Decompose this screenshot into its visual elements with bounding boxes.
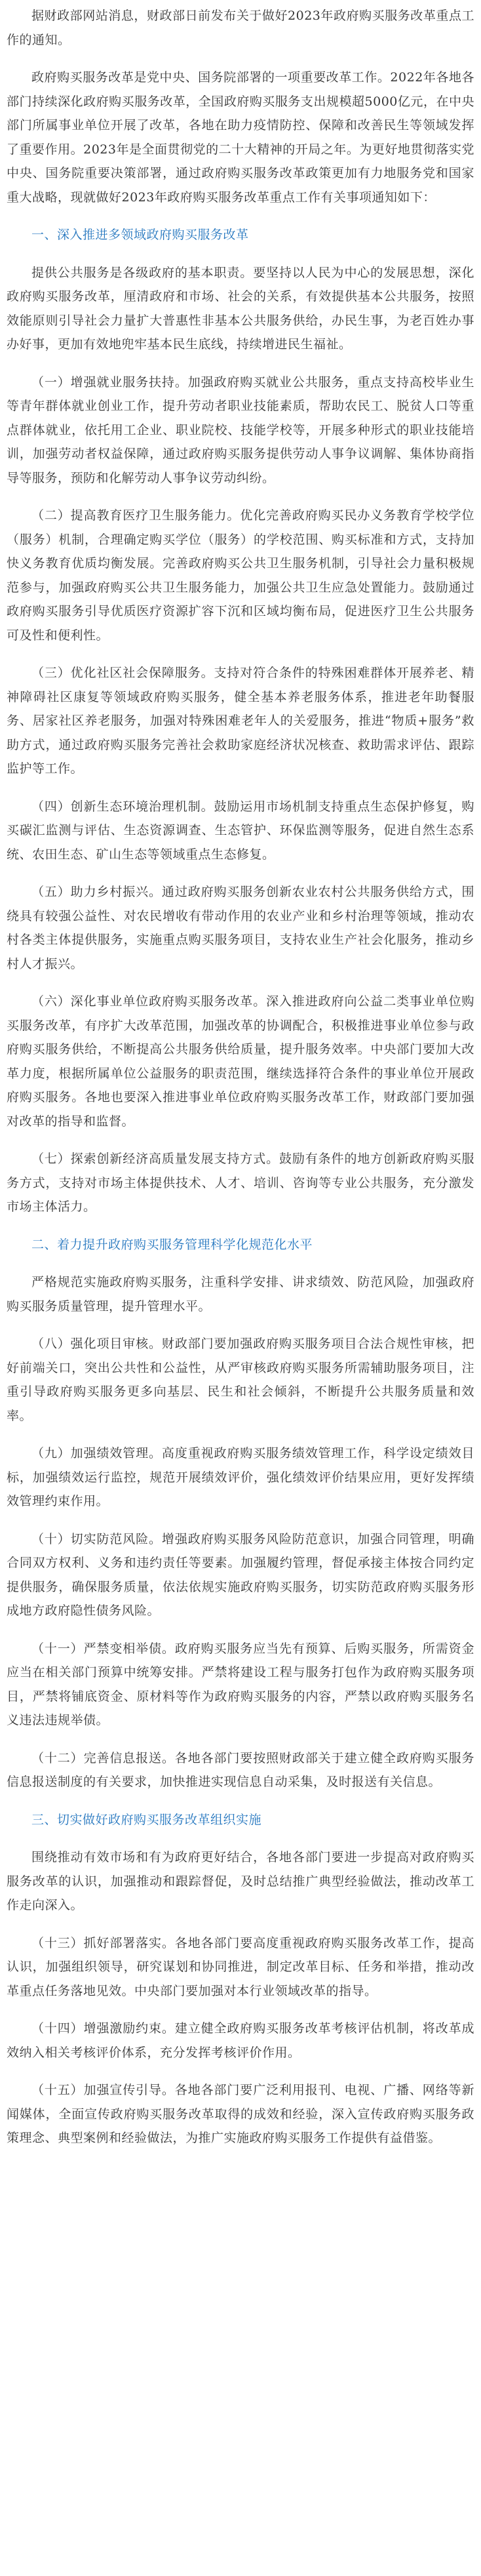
body-paragraph: （五）助力乡村振兴。通过政府购买服务创新农业农村公共服务供给方式，围绕具有较强公益性、对农民增收有带动作用的农业产业和乡村治理等领域，推动农村各类主体提供服务，实施重点购买服务项目，支持农业生产社会化服务，推动乡村人才振兴。: [7, 885, 474, 971]
section-heading: 一、深入推进多领域政府购买服务改革: [31, 228, 249, 242]
section-heading: 二、着力提升政府购买服务管理科学化规范化水平: [31, 1237, 313, 1252]
body-paragraph: （十三）抓好部署落实。各地各部门要高度重视政府购买服务改革工作，提高认识，加强组织领导，研究谋划和协同推进，制定改革目标、任务和举措，推动改革重点任务落地见效。中央部门要加强对本行业领域改革的指导。: [7, 1935, 474, 1998]
body-paragraph: （三）优化社区社会保障服务。支持对符合条件的特殊困难群体开展养老、精神障碍社区康复等领域政府购买服务，健全基本养老服务体系，推进老年助餐服务、居家社区养老服务，加强对特殊困难老年人的关爱服务，推进“物质+服务”救助方式，通过政府购买服务完善社会救助家庭经济状况核查、救助需求评估、跟踪监护等工作。: [7, 666, 474, 776]
body-paragraph: （七）探索创新经济高质量发展支持方式。鼓励有条件的地方创新政府购买服务方式，支持对市场主体提供技术、人才、培训、咨询等专业公共服务，充分激发市场主体活力。: [7, 1152, 474, 1214]
body-paragraph: （十）切实防范风险。增强政府购买服务风险防范意识，加强合同管理，明确合同双方权利、义务和违约责任等要素。加强履约管理，督促承接主体按合同约定提供服务，确保服务质量，依法依规实施政府购买服务，切实防范政府购买服务形成地方政府隐性债务风险。: [7, 1531, 474, 1618]
intro-paragraph: 据财政部网站消息，财政部日前发布关于做好2023年政府购买服务改革重点工作的通知。: [7, 9, 474, 47]
body-paragraph: （十一）严禁变相举债。政府购买服务应当先有预算、后购买服务，所需资金应当在相关部门预算中统筹安排。严禁将建设工程与服务打包作为政府购买服务项目，严禁将铺底资金、原材料等作为政府购买服务的内容，严禁以政府购买服务名义违法违规举债。: [7, 1641, 474, 1727]
body-paragraph: 严格规范实施政府购买服务，注重科学安排、讲求绩效、防范风险，加强政府购买服务质量管理，提升管理水平。: [7, 1275, 474, 1314]
body-paragraph: （十四）增强激励约束。建立健全政府购买服务改革考核评估机制，将改革成效纳入相关考核评价体系，充分发挥考核评价作用。: [7, 2021, 474, 2060]
body-paragraph: （一）增强就业服务扶持。加强政府购买就业公共服务，重点支持高校毕业生等青年群体就业创业工作，提升劳动者职业技能素质，帮助农民工、脱贫人口等重点群体就业，依托用工企业、职业院校、技能学校等，开展多种形式的职业技能培训，加强劳动者权益保障，通过政府购买服务提供劳动人事争议调解、集体协商指导等服务，预防和化解劳动人事争议劳动纠纷。: [7, 374, 474, 485]
body-paragraph: （八）强化项目审核。财政部门要加强政府购买服务项目合法合规性审核，把好前端关口，突出公共性和公益性，从严审核政府购买服务所需辅助服务项目，注重引导政府购买服务更多向基层、民生和社会倾斜，不断提升公共服务质量和效率。: [7, 1337, 474, 1423]
body-paragraph: （二）提高教育医疗卫生服务能力。优化完善政府购买民办义务教育学校学位（服务）机制，合理确定购买学位（服务）的学校范围、购买标准和方式，支持加快义务教育优质均衡发展。完善政府购买公共卫生服务机制，引导社会力量积极规范参与，加强政府购买公共卫生服务能力，加强公共卫生应急处置能力。鼓励通过政府购买服务引导优质医疗资源扩容下沉和区域均衡布局，促进医疗卫生公共服务可及性和便利性。: [7, 508, 474, 643]
body-paragraph: （六）深化事业单位政府购买服务改革。深入推进政府向公益二类事业单位购买服务改革，有序扩大改革范围，加强改革的协调配合，积极推进事业单位参与政府购买服务供给，不断提高公共服务供给质量，提升服务效率。中央部门要加大改革力度，根据所属单位公益服务的职责范围，继续选择符合条件的事业单位开展政府购买服务。各地也要深入推进事业单位政府购买服务改革工作，财政部门要加强对改革的指导和监督。: [7, 994, 474, 1129]
body-paragraph: （十二）完善信息报送。各地各部门要按照财政部关于建立健全政府购买服务信息报送制度的有关要求，加快推进实现信息自动采集，及时报送有关信息。: [7, 1750, 474, 1789]
body-paragraph: （四）创新生态环境治理机制。鼓励运用市场机制支持重点生态保护修复，购买碳汇监测与评估、生态资源调查、生态管护、环保监测等服务，促进自然生态系统、农田生态、矿山生态等领域重点生态修复。: [7, 799, 474, 862]
intro-paragraph: 政府购买服务改革是党中央、国务院部署的一项重要改革工作。2022年各地各部门持续深化政府购买服务改革，全国政府购买服务支出规模超5000亿元，在中央部门所属事业单位开展了改革，各地在助力疫情防控、保障和改善民生等领域发挥了重要作用。2023年是全面贯彻党的二十大精神的开局之年。为更好地贯彻落实党中央、国务院重要决策部署，通过政府购买服务改革政策更加有力地服务党和国家重大战略，现就做好2023年政府购买服务改革重点工作有关事项通知如下：: [7, 70, 474, 205]
section-heading: 三、切实做好政府购买服务改革组织实施: [31, 1812, 262, 1827]
body-paragraph: （九）加强绩效管理。高度重视政府购买服务绩效管理工作，科学设定绩效目标，加强绩效运行监控，规范开展绩效评价，强化绩效评价结果应用，更好发挥绩效管理约束作用。: [7, 1446, 474, 1508]
body-paragraph: （十五）加强宣传引导。各地各部门要广泛利用报刊、电视、广播、网络等新闻媒体，全面宣传政府购买服务改革取得的成效和经验，深入宣传政府购买服务政策理念、典型案例和经验做法，为推广实施政府购买服务工作提供有益借鉴。: [7, 2083, 474, 2145]
body-paragraph: 提供公共服务是各级政府的基本职责。要坚持以人民为中心的发展思想，深化政府购买服务改革，厘清政府和市场、社会的关系，有效提供基本公共服务，按照效能原则引导社会力量扩大普惠性非基本公共服务供给，办民生事，为老百姓办事办好事，更加有效地兜牢基本民生底线，持续增进民生福祉。: [7, 265, 474, 352]
body-paragraph: 围绕推动有效市场和有为政府更好结合，各地各部门要进一步提高对政府购买服务改革的认识，加强推动和跟踪督促，及时总结推广典型经验做法，推动改革工作走向深入。: [7, 1850, 474, 1912]
